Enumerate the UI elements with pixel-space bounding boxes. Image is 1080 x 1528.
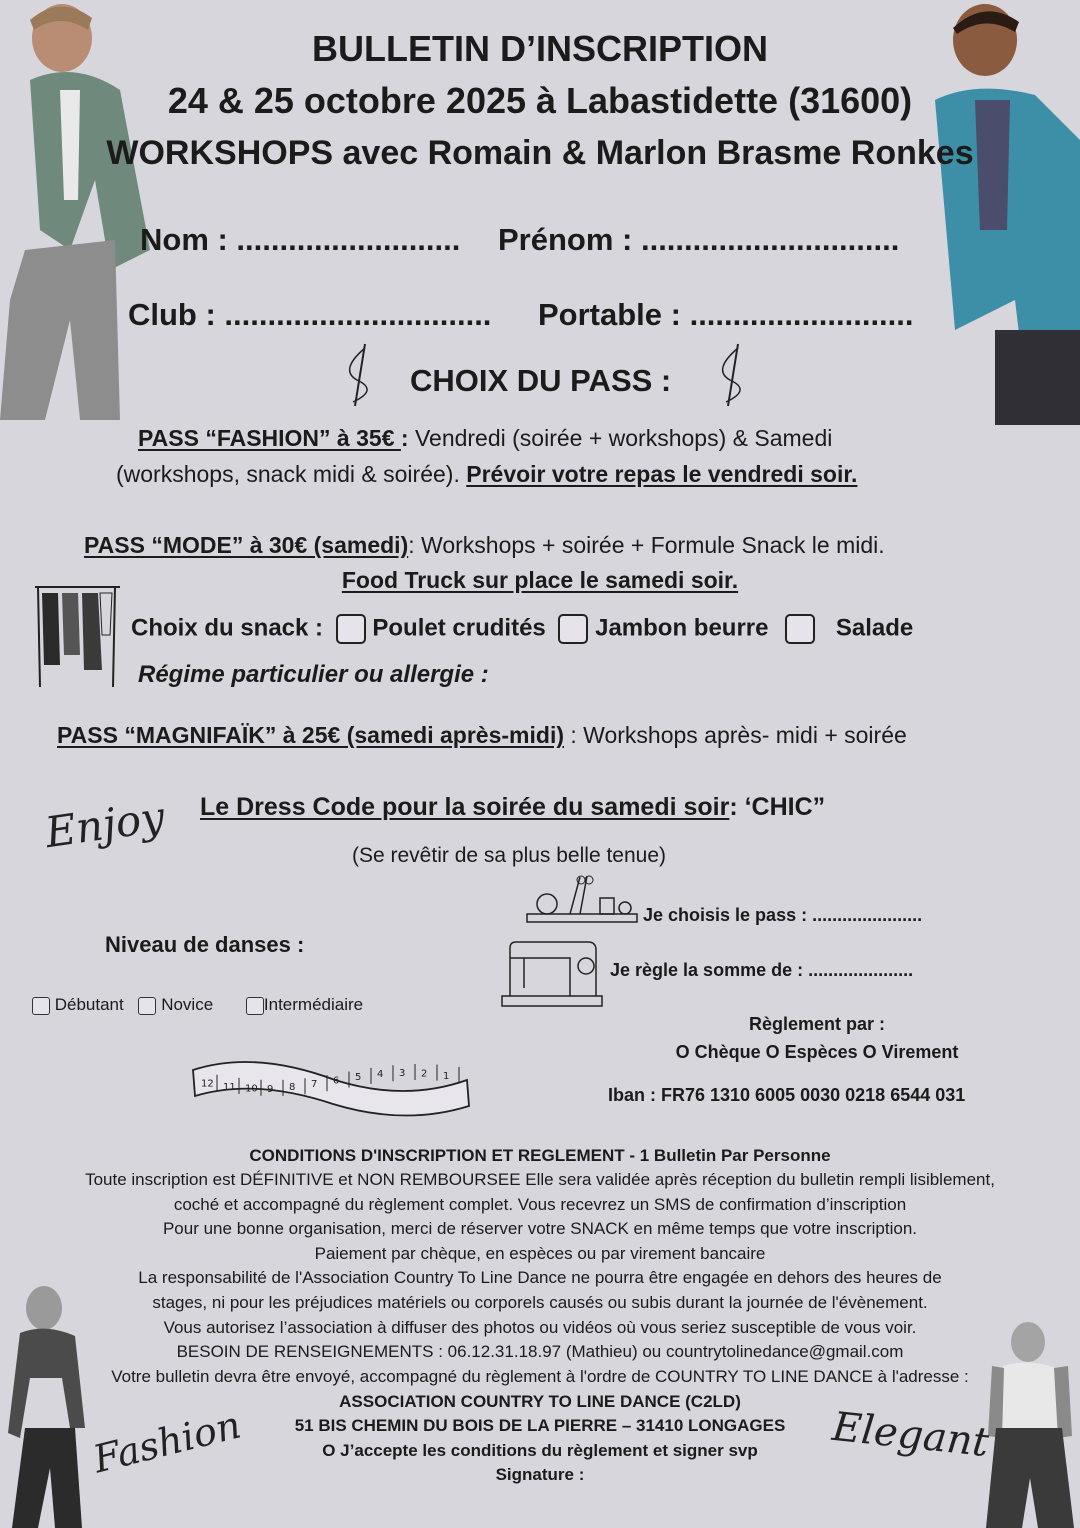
level-checkbox-debutant[interactable] — [32, 997, 50, 1015]
pass-fashion-line-2 — [116, 461, 857, 488]
tape-number: 9 — [267, 1083, 274, 1095]
pass-magnifaik-label: PASS “MAGNIFAÏK” à 25€ (samedi après-midi) — [57, 722, 564, 748]
food-truck-note: Food Truck sur place le samedi soir. — [341, 567, 739, 593]
level-checkbox-intermediaire[interactable] — [246, 997, 264, 1015]
payment-methods[interactable]: O Chèque O Espèces O Virement — [675, 1042, 959, 1062]
conditions-line: La responsabilité de l'Association Country To Line Dance ne pourra être engagée en dehors des heures de — [138, 1268, 942, 1288]
pass-fashion-details: (workshops, snack midi & soirée). — [116, 461, 467, 487]
tape-number: 6 — [333, 1075, 340, 1087]
conditions-title: CONDITIONS D'INSCRIPTION ET REGLEMENT - 1 Bulletin Par Personne — [249, 1146, 831, 1165]
prenom-field[interactable]: Prénom : .............................. — [498, 222, 900, 257]
snack-option-poulet: Poulet crudités — [372, 614, 546, 642]
snack-option-jambon: Jambon beurre — [595, 614, 769, 642]
amount-field[interactable]: Je règle la somme de : ..................... — [610, 960, 914, 980]
tape-number: 2 — [421, 1068, 428, 1080]
level-option-debutant: Débutant — [54, 995, 124, 1014]
tape-measure-icon — [185, 1040, 475, 1120]
signature-field[interactable]: Signature : — [495, 1465, 585, 1484]
event-date-place: 24 & 25 octobre 2025 à Labastidette (31600) — [167, 80, 913, 121]
iban-text: Iban : FR76 1310 6005 0030 0218 6544 031 — [608, 1085, 966, 1105]
pass-fashion-note: Prévoir votre repas le vendredi soir. — [466, 461, 858, 487]
tape-number: 8 — [289, 1082, 296, 1094]
pass-mode-text: : Workshops + soirée + Formule Snack le midi. — [408, 532, 885, 558]
club-field[interactable]: Club : ............................... — [128, 297, 492, 332]
dress-code-line — [200, 793, 825, 822]
nom-field[interactable]: Nom : .......................... — [140, 222, 461, 257]
pass-mode-line — [84, 532, 885, 559]
accept-conditions[interactable]: O J’accepte les conditions du règlement et signer svp — [322, 1441, 758, 1460]
snack-checkbox-jambon[interactable] — [558, 614, 588, 644]
pass-mode-label: PASS “MODE” à 30€ (samedi) — [84, 532, 409, 558]
enjoy-script-text: Enjoy — [42, 791, 168, 858]
needle-thread-icon — [335, 340, 385, 410]
regime-field[interactable]: Régime particulier ou allergie : — [138, 661, 489, 688]
conditions-line: BESOIN DE RENSEIGNEMENTS : 06.12.31.18.97 (Mathieu) ou countrytolinedance@gmail.com — [176, 1342, 904, 1362]
sewing-machine-icon — [500, 938, 605, 1008]
tape-number: 4 — [377, 1069, 384, 1081]
conditions-line: coché et accompagné du règlement complet. Vous recevrez un SMS de confirmation d’inscription — [173, 1194, 907, 1214]
fashion-script-text: Fashion — [88, 1402, 246, 1482]
pass-magnifaik-text: : Workshops après- midi + soirée — [564, 722, 907, 748]
association-name: ASSOCIATION COUNTRY TO LINE DANCE (C2LD) — [339, 1392, 741, 1411]
pass-section-title: CHOIX DU PASS : — [410, 363, 672, 398]
tape-number: 5 — [355, 1071, 362, 1083]
portable-field[interactable]: Portable : .......................... — [538, 297, 914, 332]
tape-number: 7 — [311, 1079, 318, 1091]
level-option-intermediaire: Intermédiaire — [263, 995, 364, 1014]
clothes-rack-icon — [30, 575, 125, 690]
pass-fashion-text: Vendredi (soirée + workshops) & Samedi — [408, 425, 833, 451]
conditions-line: Pour une bonne organisation, merci de réserver votre SNACK en même temps que votre inscription. — [162, 1219, 918, 1239]
tape-number: 11 — [223, 1081, 236, 1093]
tape-number: 3 — [399, 1068, 406, 1080]
conditions-line: stages, ni pour les préjudices matériels ou corporels causés ou subis durant la journée de l'évènement. — [152, 1293, 928, 1312]
levels-title: Niveau de danses : — [105, 932, 305, 957]
payment-method-title: Règlement par : — [748, 1014, 886, 1034]
conditions-line: Toute inscription est DÉFINITIVE et NON REMBOURSEE Elle sera validée après réception du bulletin rempli lisiblement, — [85, 1170, 995, 1189]
snack-checkbox-poulet[interactable] — [336, 614, 366, 644]
association-address: 51 BIS CHEMIN DU BOIS DE LA PIERRE – 31410 LONGAGES — [294, 1416, 786, 1435]
pass-fashion-colon: : — [400, 425, 409, 451]
pass-fashion-line — [138, 425, 832, 452]
snack-checkbox-salade[interactable] — [785, 614, 815, 644]
snack-choice-label: Choix du snack : — [131, 614, 324, 642]
workshops-heading: WORKSHOPS avec Romain & Marlon Brasme Ronkes — [106, 134, 974, 172]
level-option-novice: Novice — [161, 995, 214, 1014]
dress-code-value: : ‘CHIC” — [729, 793, 826, 821]
elegant-script-text: Elegant — [830, 1403, 991, 1467]
pass-magnifaik-line — [57, 722, 907, 749]
dress-code-label: Le Dress Code pour la soirée du samedi soir — [200, 793, 730, 821]
pass-fashion-label: PASS “FASHION” à 35€ — [138, 425, 401, 451]
conditions-line: Paiement par chèque, en espèces ou par virement bancaire — [314, 1243, 766, 1263]
levels-row — [32, 995, 363, 1015]
tape-number: 10 — [245, 1083, 258, 1095]
snack-option-salade: Salade — [835, 614, 914, 642]
level-checkbox-novice[interactable] — [138, 997, 156, 1015]
page-title: BULLETIN D’INSCRIPTION — [312, 28, 768, 69]
tape-number: 1 — [443, 1070, 450, 1082]
dress-code-note: (Se revêtir de sa plus belle tenue) — [352, 844, 667, 867]
sewing-tools-icon — [525, 872, 640, 924]
needle-thread-icon — [708, 340, 758, 410]
snack-choice-row — [131, 614, 913, 644]
conditions-line: Vous autorisez l’association à diffuser des photos ou vidéos où vous seriez susceptible de vous voir. — [163, 1317, 917, 1337]
choose-pass-field[interactable]: Je choisis le pass : ...................... — [643, 905, 923, 925]
conditions-line: Votre bulletin devra être envoyé, accompagné du règlement à l'ordre de COUNTRY TO LINE DANCE à l'adresse : — [111, 1366, 969, 1386]
tape-number: 12 — [201, 1078, 214, 1090]
